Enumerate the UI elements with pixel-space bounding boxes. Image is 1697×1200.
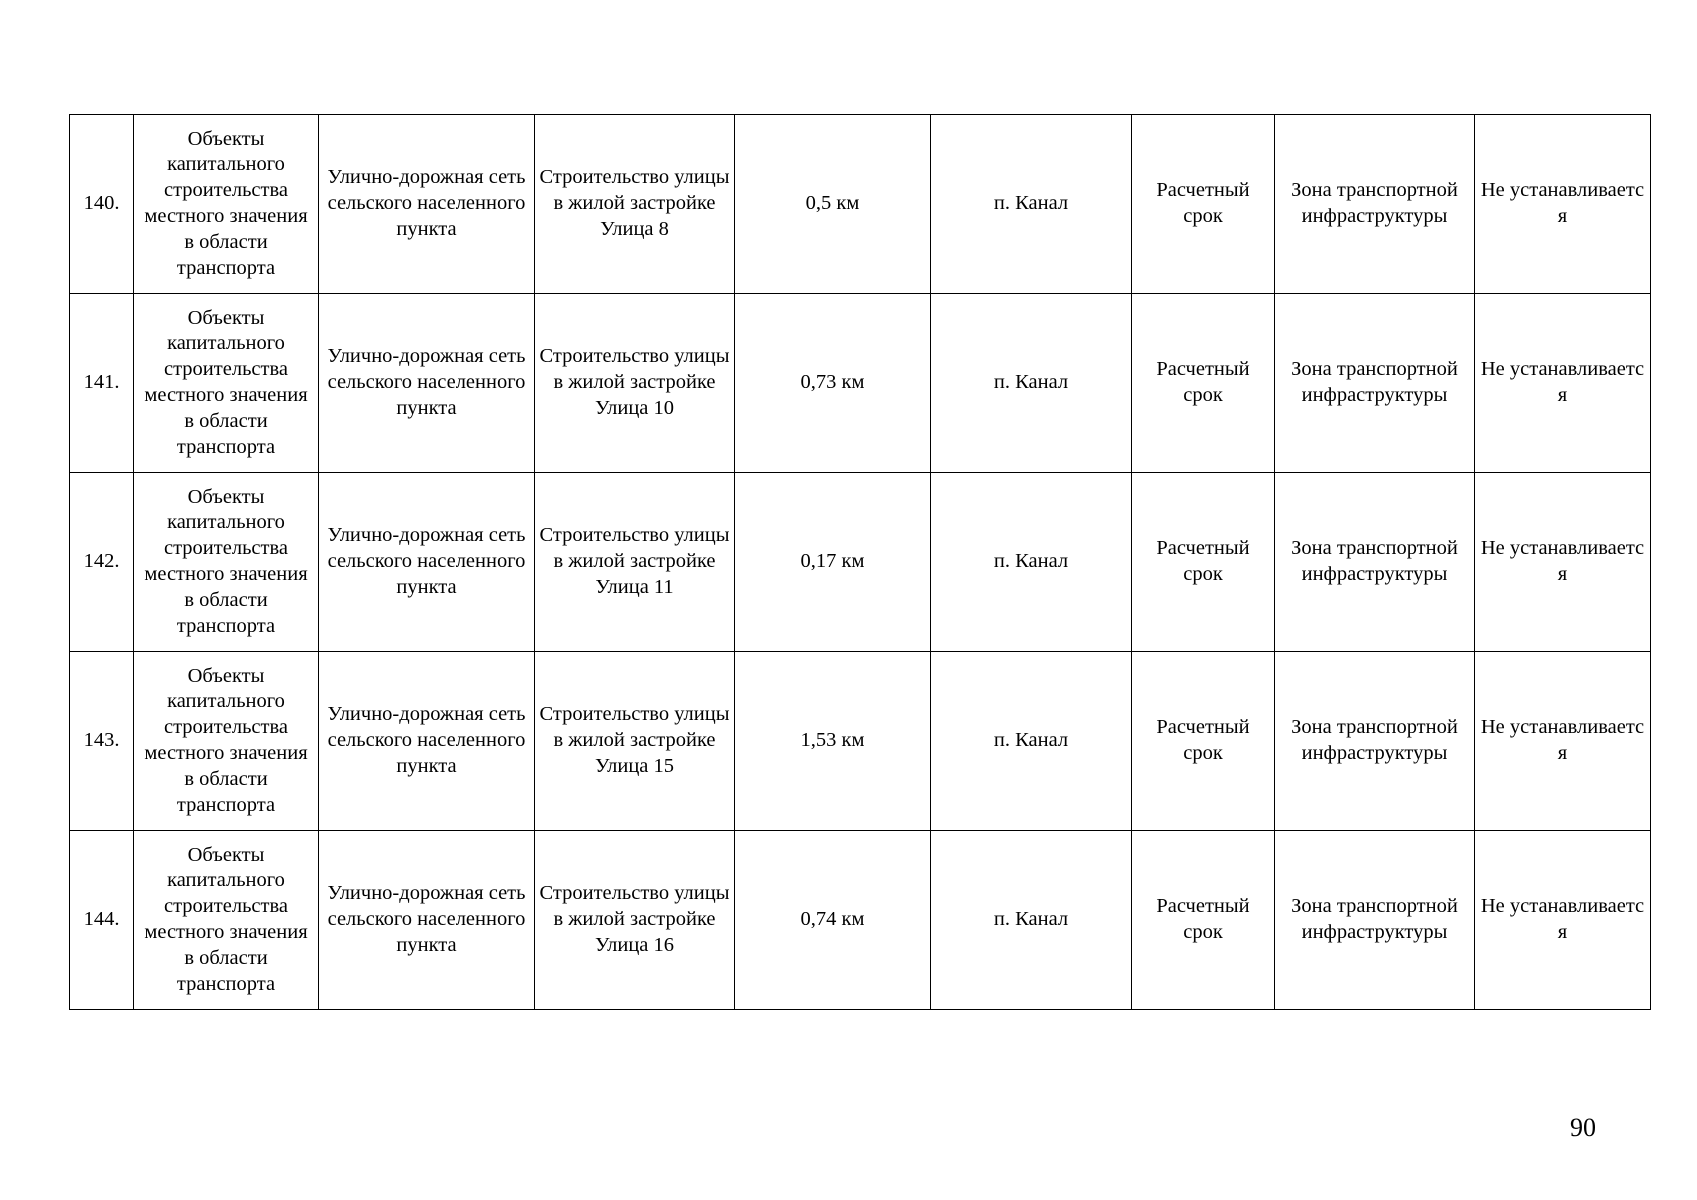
zone-limits-cell: Не устанавливаетс я [1475,115,1651,294]
row-number-cell: 141. [70,294,134,473]
table-row [70,652,1651,831]
term-cell: Расчетный срок [1132,652,1275,831]
term-cell: Расчетный срок [1132,473,1275,652]
zone-cell: Зона транспортной инфраструктуры [1275,294,1475,473]
location-cell: п. Канал [931,473,1132,652]
capacity-cell: 0,5 км [735,115,931,294]
location-cell: п. Канал [931,652,1132,831]
zone-limits-cell: Не устанавливаетс я [1475,652,1651,831]
row-number-cell: 143. [70,652,134,831]
object-category-cell: Объекты капитального строительства местного значения в области транспорта [134,115,319,294]
capacity-cell: 0,74 км [735,831,931,1010]
location-cell: п. Канал [931,831,1132,1010]
object-type-cell: Улично-дорожная сеть сельского населенного пункта [319,473,535,652]
objects-table [69,114,1651,1010]
object-type-cell: Улично-дорожная сеть сельского населенного пункта [319,652,535,831]
zone-cell: Зона транспортной инфраструктуры [1275,115,1475,294]
table-row [70,831,1651,1010]
capacity-cell: 0,73 км [735,294,931,473]
row-number-cell: 144. [70,831,134,1010]
object-type-cell: Улично-дорожная сеть сельского населенного пункта [319,294,535,473]
object-name-cell: Строительство улицы в жилой застройке Улица 15 [535,652,735,831]
term-cell: Расчетный срок [1132,831,1275,1010]
row-number-cell: 142. [70,473,134,652]
zone-cell: Зона транспортной инфраструктуры [1275,831,1475,1010]
object-category-cell: Объекты капитального строительства местного значения в области транспорта [134,831,319,1010]
table-row [70,294,1651,473]
location-cell: п. Канал [931,294,1132,473]
capacity-cell: 0,17 км [735,473,931,652]
table-row [70,473,1651,652]
object-category-cell: Объекты капитального строительства местного значения в области транспорта [134,652,319,831]
object-type-cell: Улично-дорожная сеть сельского населенного пункта [319,831,535,1010]
zone-limits-cell: Не устанавливаетс я [1475,831,1651,1010]
zone-limits-cell: Не устанавливаетс я [1475,294,1651,473]
object-type-cell: Улично-дорожная сеть сельского населенного пункта [319,115,535,294]
term-cell: Расчетный срок [1132,115,1275,294]
object-name-cell: Строительство улицы в жилой застройке Улица 16 [535,831,735,1010]
object-name-cell: Строительство улицы в жилой застройке Улица 8 [535,115,735,294]
zone-cell: Зона транспортной инфраструктуры [1275,652,1475,831]
capacity-cell: 1,53 км [735,652,931,831]
object-category-cell: Объекты капитального строительства местного значения в области транспорта [134,473,319,652]
zone-limits-cell: Не устанавливаетс я [1475,473,1651,652]
object-name-cell: Строительство улицы в жилой застройке Улица 11 [535,473,735,652]
object-category-cell: Объекты капитального строительства местного значения в области транспорта [134,294,319,473]
object-name-cell: Строительство улицы в жилой застройке Улица 10 [535,294,735,473]
zone-cell: Зона транспортной инфраструктуры [1275,473,1475,652]
page-number: 90 [1570,1113,1596,1142]
term-cell: Расчетный срок [1132,294,1275,473]
table-row [70,115,1651,294]
location-cell: п. Канал [931,115,1132,294]
row-number-cell: 140. [70,115,134,294]
